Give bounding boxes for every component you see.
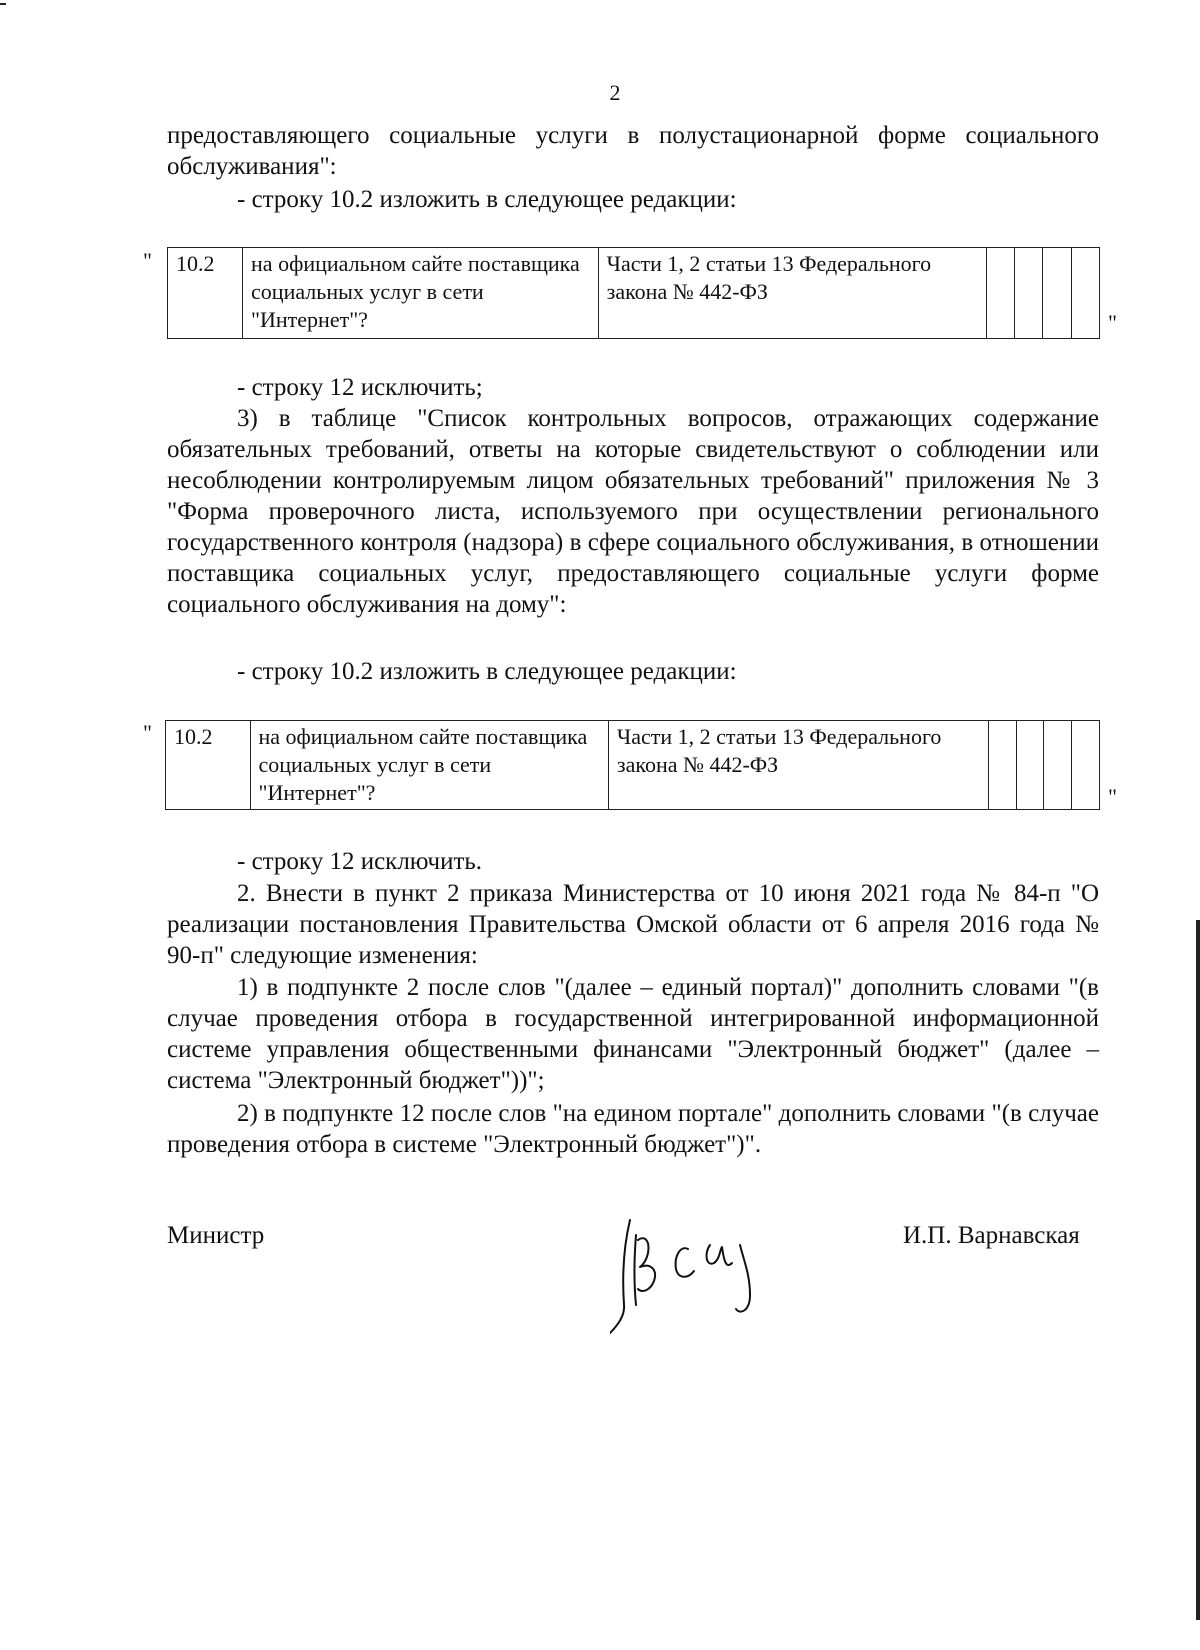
table-1-empty-cell	[1015, 248, 1043, 339]
table-1	[167, 247, 1100, 339]
table-2-question: на официальном сайте поставщика социальных услуг в сети "Интернет"?	[250, 721, 608, 810]
table-2-close-quote: "	[1108, 784, 1117, 809]
table-2-empty-cell	[988, 721, 1016, 810]
table-2-reference: Части 1, 2 статьи 13 Федерального закона № 442-ФЗ	[608, 721, 988, 810]
table-1-empty-cell	[1043, 248, 1071, 339]
table-row	[168, 248, 1100, 339]
table-1-reference: Части 1, 2 статьи 13 Федерального закона № 442-ФЗ	[598, 248, 986, 339]
exclude-1: - строку 12 исключить;	[237, 374, 483, 401]
subitem-2: 2) в подпункте 12 после слов "на едином портале" дополнить словами "(в случае проведения отбора в системе "Электронный бюджет")".	[167, 1100, 1099, 1158]
handwritten-signature	[610, 1205, 800, 1335]
table-1-question: на официальном сайте поставщика социальных услуг в сети "Интернет"?	[243, 248, 599, 339]
scan-corner-mark	[0, 3, 6, 5]
table-1-close-quote: "	[1108, 310, 1117, 335]
exclude-2: - строку 12 исключить.	[237, 848, 483, 875]
table-2-number: 10.2	[166, 721, 251, 810]
table-2-empty-cell	[1044, 721, 1072, 810]
table-1-empty-cell	[1071, 248, 1099, 339]
item-3: 3) в таблице "Список контрольных вопросов, отражающих содержание обязательных требований, ответы на которые свидетельствуют о соблюдении или несоблюдении контролируемым лицом обязательных требований" приложения № 3 "Форма проверочного листа, используемого при осуществлении регионального государственного контроля (надзора) в сфере социального обслуживания, в отношении поставщика социальных услуг, предоставляющего социальные услуги форме социального обслуживания на дому":	[167, 405, 1099, 618]
scan-edge-mark	[1196, 920, 1200, 1620]
instruction-2: - строку 10.2 изложить в следующее редакции:	[237, 658, 737, 685]
table-1-empty-cell	[986, 248, 1014, 339]
table-1-open-quote: "	[143, 248, 152, 273]
instruction-1: - строку 10.2 изложить в следующее редакции:	[237, 186, 737, 213]
top-paragraph: предоставляющего социальные услуги в полустационарной форме социального обслуживания":	[167, 122, 1099, 180]
table-2-empty-cell	[1016, 721, 1044, 810]
subitem-1: 1) в подпункте 2 после слов "(далее – единый портал)" дополнить словами "(в случае проведения отбора в государственной интегрированной информационной системе управления общественными финансами "Электронный бюджет" (далее – система "Электронный бюджет"))";	[167, 974, 1099, 1094]
item-2-main: 2. Внести в пункт 2 приказа Министерства от 10 июня 2021 года № 84-п "О реализации постановления Правительства Омской области от 6 апреля 2016 года № 90-п" следующие изменения:	[167, 880, 1099, 969]
page-number: 2	[609, 80, 621, 105]
signatory-name: И.П. Варнавская	[903, 1222, 1080, 1249]
table-2-open-quote: "	[143, 720, 152, 745]
signatory-title: Министр	[167, 1222, 265, 1249]
table-1-number: 10.2	[168, 248, 243, 339]
table-2-empty-cell	[1072, 721, 1100, 810]
table-row	[166, 721, 1100, 810]
table-2	[165, 720, 1100, 810]
